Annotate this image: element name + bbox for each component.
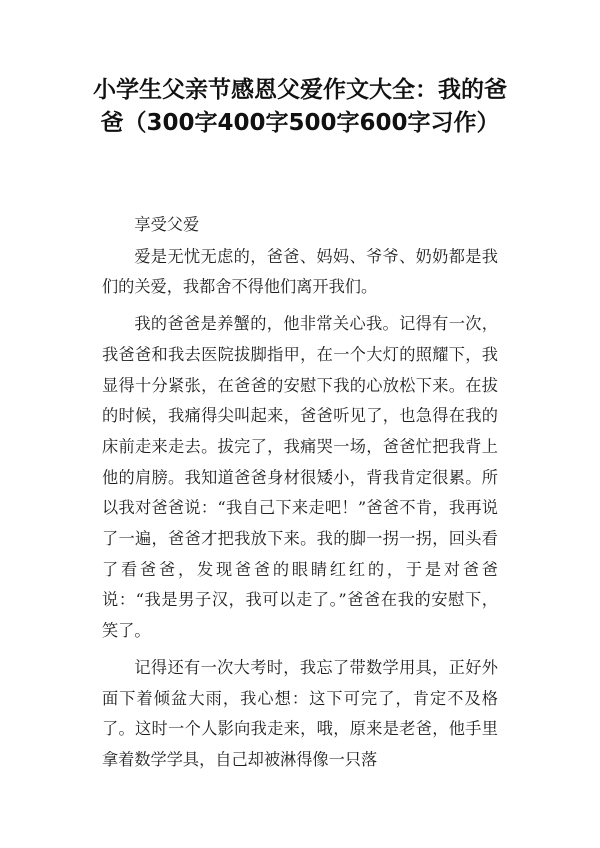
paragraph-1: 爱是无忧无虑的，爸爸、妈妈、爷爷、奶奶都是我们的关爱，我都舍不得他们离开我们。 — [102, 246, 498, 297]
article-body — [102, 210, 498, 776]
paragraph-2: 我的爸爸是养蟹的，他非常关心我。记得有一次，我爸爸和我去医院拔脚指甲，在一个大灯的照耀下，我显得十分紧张，在爸爸的安慰下我的心放松下来。在拔的时候，我痛得尖叫起来，爸爸听见了，也急得在我的床前走来走去。拔完了，我痛哭一场，爸爸忙把我背上他的肩膀。我知道爸爸身材很矮小，背我肯定很累。所以我对爸爸说：“我自己下来走吧！”爸爸不肯，我再说了一遍，爸爸才把我放下来。我的脚一拐一拐，回头看了看爸爸，发现爸爸的眼睛红红的，于是对爸爸说：“我是男子汉，我可以走了。”爸爸在我的安慰下，笑了。 — [102, 314, 498, 641]
paragraph-3: 记得还有一次大考时，我忘了带数学用具，正好外面下着倾盆大雨，我心想：这下可完了，肯定不及格了。这时一个人影向我走来，哦，原来是老爸，他手里拿着数学学具，自己却被淋得像一只落 — [102, 657, 498, 769]
article-subtitle: 享受父爱 — [134, 215, 200, 234]
document-title: 小学生父亲节感恩父爱作文大全：我的爸爸（300字400字500字600字习作） — [93, 77, 507, 136]
